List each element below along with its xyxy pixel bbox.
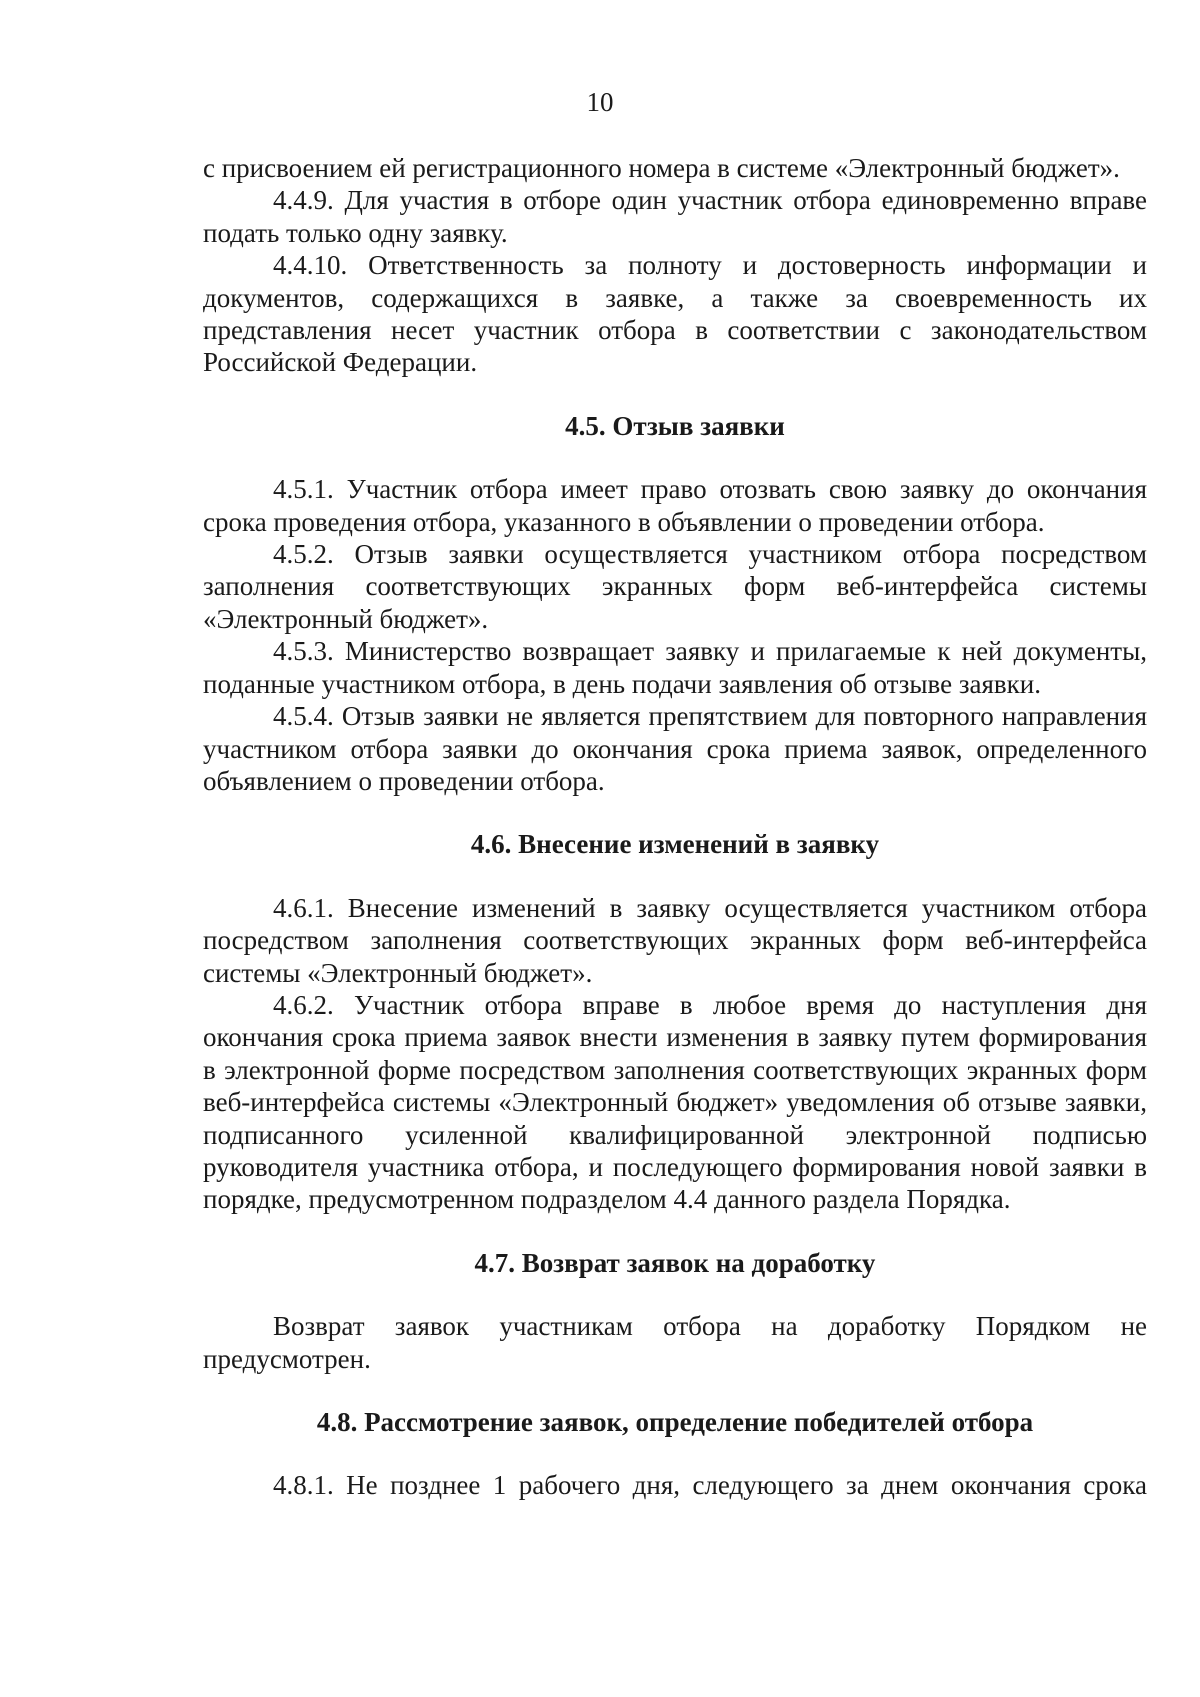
section-heading-4-8: 4.8. Рассмотрение заявок, определение победителей отбора — [316, 1407, 1034, 1437]
paragraph-4-4-9: 4.4.9. Для участия в отборе один участник отбора единовременно вправе подать только одну заявку. — [203, 185, 1147, 248]
page-number: 10 — [586, 87, 614, 117]
paragraph-4-6-2: 4.6.2. Участник отбора вправе в любое время до наступления дня окончания срока приема заявок внести изменения в заявку путем формирования в электронной форме посредством заполнения соответствующих экранных форм веб-интерфейса системы «Электронный бюджет» уведомления об отзыве заявки, подписанного усиленной квалифицированной электронной подписью руководителя участника отбора, и последующего формирования новой заявки в порядке, предусмотренном подразделом 4.4 данного раздела Порядка. — [203, 989, 1147, 1215]
section-heading-4-7: 4.7. Возврат заявок на доработку — [474, 1247, 876, 1278]
paragraph-4-4-10: 4.4.10. Ответственность за полноту и достоверность информации и документов, содержащихся в заявке, а также за своевременность их представления несет участник отбора в соответствии с законодательством Российской Федерации. — [203, 250, 1147, 378]
section-heading-4-5: 4.5. Отзыв заявки — [565, 410, 785, 441]
paragraph-4-5-4: 4.5.4. Отзыв заявки не является препятствием для повторного направления участником отбора заявки до окончания срока приема заявок, определенного объявлением о проведении отбора. — [203, 701, 1147, 796]
paragraph-4-5-1: 4.5.1. Участник отбора имеет право отозвать свою заявку до окончания срока проведения отбора, указанного в объявлении о проведении отбора. — [203, 474, 1147, 537]
paragraph-4-5-2: 4.5.2. Отзыв заявки осуществляется участником отбора посредством заполнения соответствующих экранных форм веб-интерфейса системы «Электронный бюджет». — [203, 539, 1147, 634]
document-body — [203, 152, 1147, 1502]
paragraph-4-6-1: 4.6.1. Внесение изменений в заявку осуществляется участником отбора посредством заполнения соответствующих экранных форм веб-интерфейса системы «Электронный бюджет». — [203, 892, 1147, 988]
paragraph-4-5-3: 4.5.3. Министерство возвращает заявку и прилагаемые к ней документы, поданные участником отбора, в день подачи заявления об отзыве заявки. — [203, 636, 1147, 699]
section-heading-4-6: 4.6. Внесение изменений в заявку — [470, 829, 880, 860]
paragraph-4-7: Возврат заявок участникам отбора на доработку Порядком не предусмотрен. — [203, 1311, 1147, 1374]
paragraph-4-8-1: 4.8.1. Не позднее 1 рабочего дня, следующего за днем окончания срока — [273, 1470, 1147, 1501]
paragraph-continuation: с присвоением ей регистрационного номера в системе «Электронный бюджет». — [203, 153, 1120, 183]
